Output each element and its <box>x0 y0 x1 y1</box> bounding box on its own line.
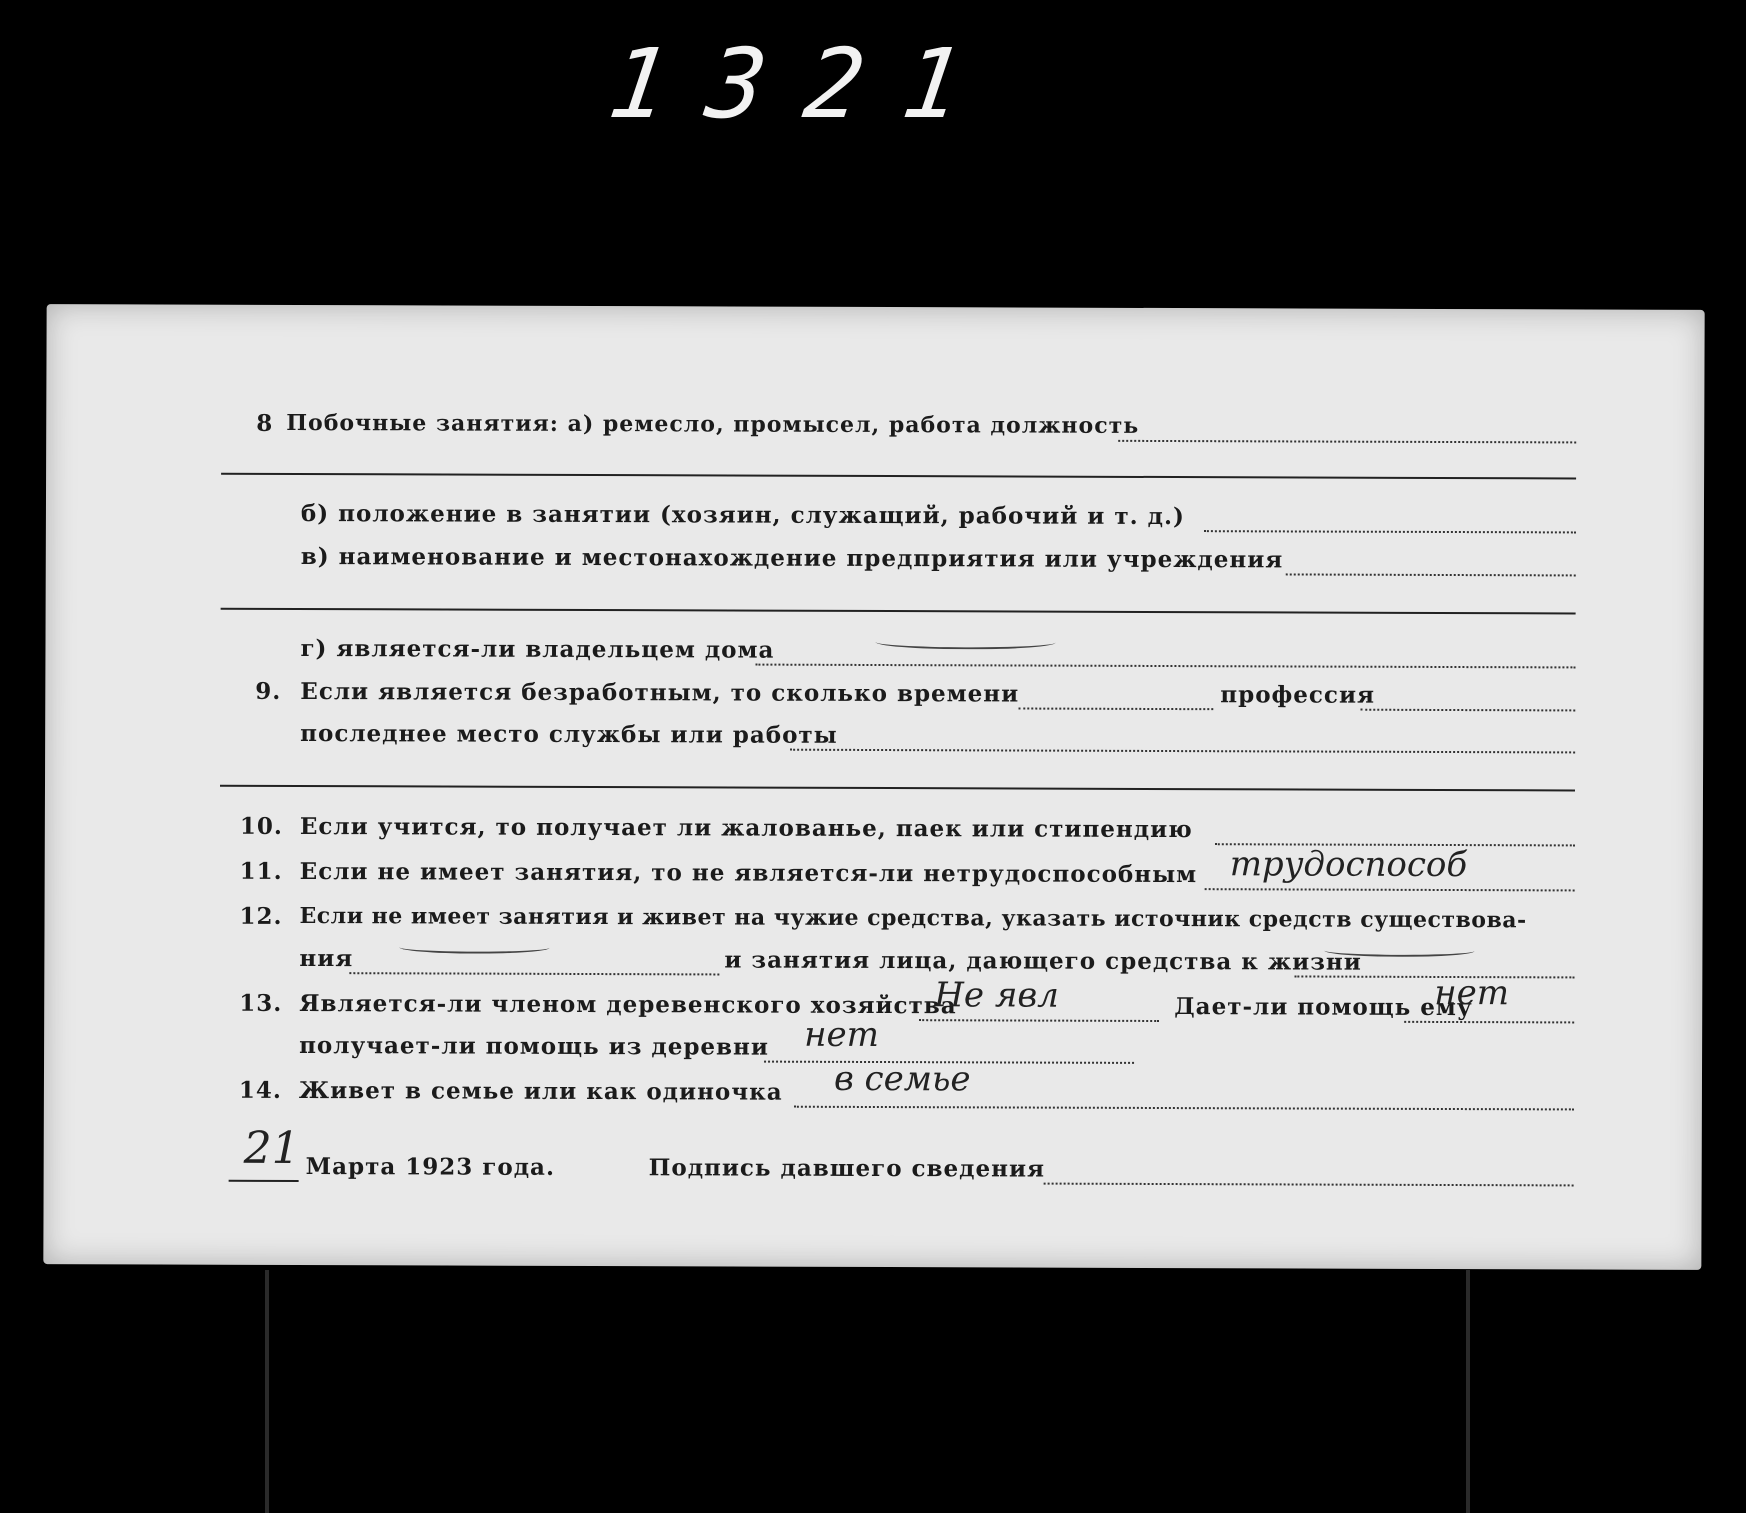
q9-answer-line-2 <box>220 785 1575 792</box>
q12-label: Если не имеет занятия и живет на чужие средства, указать источник средств существова- <box>299 902 1527 934</box>
q9-last-place-label: последнее место службы или работы <box>300 719 838 749</box>
q8a-answer-line <box>1118 440 1576 444</box>
signature-label: Подпись давшего сведения <box>648 1154 1046 1183</box>
q13-help-label: Дает-ли помощь ему <box>1174 993 1473 1022</box>
date-day-line <box>229 1180 299 1182</box>
q11-number: 11. <box>239 857 283 885</box>
q8d-dash-mark <box>875 635 1055 650</box>
q8c-label: в) наименование и местонахождение предприятия или учреждения <box>300 542 1284 574</box>
q11-handwritten-answer: трудоспособ <box>1229 844 1468 886</box>
film-frame-number: 1321 <box>602 28 1010 140</box>
q9-label: Если является безработным, то сколько времени <box>300 677 1020 708</box>
q12-continuation-2: и занятия лица, дающего средства к жизни <box>724 946 1362 976</box>
q10-number: 10. <box>239 812 283 840</box>
signature-line <box>1044 1183 1574 1187</box>
q14-label: Живет в семье или как одиночка <box>298 1076 783 1106</box>
q8d-label: г) является-ли владельцем дома <box>300 634 775 664</box>
q12-number: 12. <box>239 902 283 930</box>
q13-help-handwritten-answer: нет <box>1434 972 1510 1014</box>
q8-number: 8 <box>256 409 274 437</box>
q8a-label: Побочные занятия: а) ремесло, промысел, работа должность <box>286 409 1140 439</box>
questionnaire-card <box>43 304 1704 1270</box>
q9-profession-line <box>1360 709 1575 712</box>
q13-receives-label: получает-ли помощь из деревни <box>299 1031 770 1061</box>
q8a-answer-line-2 <box>221 473 1576 480</box>
q9-last-place-line <box>790 749 1575 754</box>
q12-continuation: ния <box>299 944 354 973</box>
q13-help-line <box>1404 1021 1574 1024</box>
q9-number: 9. <box>255 677 282 705</box>
q11-label: Если не имеет занятия, то не является-ли нетрудоспособным <box>299 857 1198 889</box>
q13-answer-line <box>919 1019 1159 1022</box>
q13-handwritten-answer: Не явл <box>934 975 1059 1016</box>
q13-receives-handwritten-answer: нет <box>804 1014 879 1056</box>
q9-profession-label: профессия <box>1220 681 1376 709</box>
q8b-answer-line <box>1204 530 1576 533</box>
q14-answer-line <box>794 1106 1574 1111</box>
q14-handwritten-answer: в семье <box>833 1058 971 1100</box>
mount-strap-right <box>1466 1270 1470 1513</box>
q12-dash-mark <box>399 941 549 954</box>
q14-number: 14. <box>238 1076 282 1104</box>
q13-number: 13. <box>239 989 283 1017</box>
q10-label: Если учится, то получает ли жалованье, паек или стипендию <box>299 812 1193 844</box>
q8b-label: б) положение в занятии (хозяин, служащий, рабочий и т. д.) <box>300 499 1185 531</box>
q11-answer-line <box>1205 888 1575 891</box>
date-day-handwritten: 21 <box>243 1122 300 1174</box>
mount-strap-left <box>265 1270 269 1513</box>
date-label: Марта 1923 года. <box>305 1153 556 1181</box>
q13-label: Является-ли членом деревенского хозяйства <box>299 989 957 1020</box>
q8c-answer-line-2 <box>221 608 1576 615</box>
q12-source-line <box>349 972 719 975</box>
q8c-answer-line <box>1286 573 1576 576</box>
q8d-answer-line <box>755 664 1575 669</box>
q9-duration-line <box>1018 708 1213 711</box>
